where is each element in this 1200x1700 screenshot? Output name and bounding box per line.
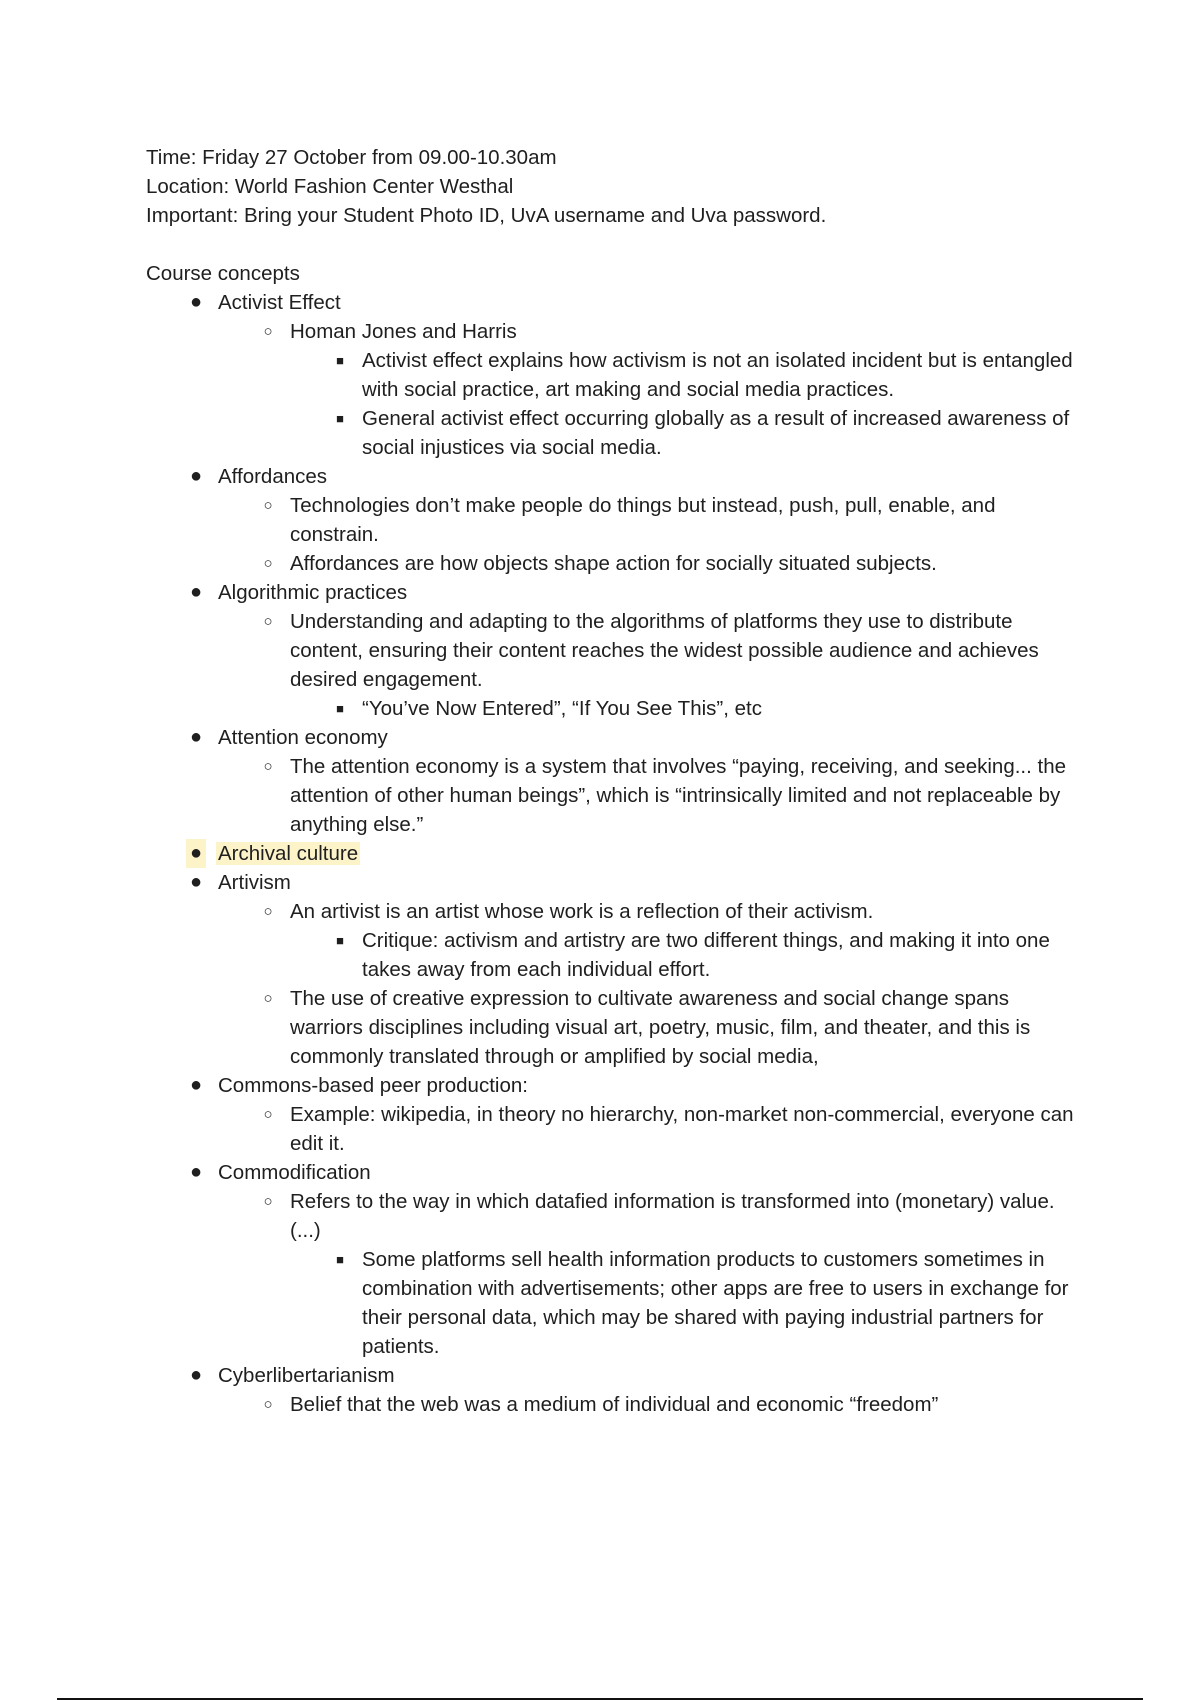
concept-detail-text: Technologies don’t make people do things but instead, push, pull, enable, and constrain. — [290, 494, 996, 546]
bullet-square-icon: ■ — [336, 1252, 344, 1267]
concept-item — [146, 288, 1086, 462]
concept-detail-text: The attention economy is a system that involves “paying, receiving, and seeking... the attention of other human beings”, which is “intrinsically limited and not replaceable by anything else.” — [290, 755, 1066, 836]
concept-detail-text: Example: wikipedia, in theory no hierarchy, non-market non-commercial, everyone can edit it. — [290, 1103, 1074, 1155]
concept-detail — [218, 1390, 1086, 1419]
bullet-circle-icon: ○ — [263, 1396, 273, 1413]
bullet-circle-icon: ○ — [263, 1193, 273, 1210]
concept-item — [146, 1071, 1086, 1158]
bullet-square-icon: ■ — [336, 933, 344, 948]
concept-sublist — [218, 1187, 1086, 1361]
concept-detail-sublist — [290, 694, 1086, 723]
bullet-disc-icon: ● — [189, 726, 203, 748]
bullet-disc-icon: ● — [189, 291, 203, 313]
concept-detail-text: Homan Jones and Harris — [290, 320, 517, 343]
concept-example-text: Critique: activism and artistry are two different things, and making it into one takes away from each individual effort. — [362, 929, 1050, 981]
concept-detail — [218, 752, 1086, 839]
blank-line — [146, 230, 1086, 259]
concept-item — [146, 462, 1086, 578]
bullet-circle-icon: ○ — [263, 1106, 273, 1123]
concept-detail — [218, 1187, 1086, 1361]
exam-time: Time: Friday 27 October from 09.00-10.30am — [146, 146, 557, 169]
concept-term: Algorithmic practices — [218, 581, 408, 604]
bullet-disc-icon: ● — [186, 839, 206, 868]
concept-example — [290, 1245, 1086, 1361]
concept-detail — [218, 607, 1086, 723]
concept-detail-text: Belief that the web was a medium of individual and economic “freedom” — [290, 1393, 939, 1416]
concept-detail-sublist — [290, 1245, 1086, 1361]
concept-example — [290, 404, 1086, 462]
concept-detail — [218, 1100, 1086, 1158]
concept-sublist — [218, 897, 1086, 1071]
concept-term: Archival culture — [218, 842, 359, 865]
bullet-circle-icon: ○ — [263, 497, 273, 514]
concept-term: Affordances — [218, 465, 328, 488]
concept-example — [290, 926, 1086, 984]
concept-term: Commodification — [218, 1161, 371, 1184]
concept-example-text: Some platforms sell health information products to customers sometimes in combination with advertisements; other apps are free to users in exchange for their personal data, which may be shared with paying industrial partners for patients. — [362, 1248, 1069, 1358]
concept-sublist — [218, 1390, 1086, 1419]
bullet-square-icon: ■ — [336, 353, 344, 368]
bullet-disc-icon: ● — [189, 871, 203, 893]
bullet-square-icon: ■ — [336, 701, 344, 716]
concept-item — [146, 839, 1086, 868]
bullet-square-icon: ■ — [336, 411, 344, 426]
concept-detail — [218, 491, 1086, 549]
concept-term: Attention economy — [218, 726, 388, 749]
concept-sublist — [218, 317, 1086, 462]
document-page — [146, 143, 1086, 1419]
concept-detail — [218, 897, 1086, 984]
bullet-disc-icon: ● — [189, 581, 203, 603]
concept-detail — [218, 549, 1086, 578]
concept-detail-sublist — [290, 346, 1086, 462]
concept-sublist — [218, 491, 1086, 578]
concept-term: Artivism — [218, 871, 291, 894]
concept-detail — [218, 317, 1086, 462]
concept-example-text: Activist effect explains how activism is not an isolated incident but is entangled with social practice, art making and social media practices. — [362, 349, 1073, 401]
concept-term: Activist Effect — [218, 291, 341, 314]
concept-example — [290, 694, 1086, 723]
concept-detail-text: Affordances are how objects shape action for socially situated subjects. — [290, 552, 937, 575]
concept-sublist — [218, 1100, 1086, 1158]
concept-sublist — [218, 752, 1086, 839]
exam-important-note: Important: Bring your Student Photo ID, UvA username and Uva password. — [146, 204, 827, 227]
concept-item — [146, 1361, 1086, 1419]
concept-list — [146, 288, 1086, 1419]
bullet-disc-icon: ● — [189, 465, 203, 487]
concept-item — [146, 578, 1086, 723]
section-title: Course concepts — [146, 262, 300, 285]
exam-location: Location: World Fashion Center Westhal — [146, 175, 514, 198]
bullet-disc-icon: ● — [189, 1074, 203, 1096]
bullet-disc-icon: ● — [189, 1161, 203, 1183]
bullet-circle-icon: ○ — [263, 758, 273, 775]
concept-detail — [218, 984, 1086, 1071]
concept-term: Cyberlibertarianism — [218, 1364, 395, 1387]
concept-item — [146, 723, 1086, 839]
concept-detail-text: Refers to the way in which datafied information is transformed into (monetary) value. (...) — [290, 1190, 1055, 1242]
concept-term: Commons-based peer production: — [218, 1074, 528, 1097]
bullet-disc-icon: ● — [189, 1364, 203, 1386]
concept-sublist — [218, 607, 1086, 723]
concept-item — [146, 1158, 1086, 1361]
concept-detail-sublist — [290, 926, 1086, 984]
bullet-circle-icon: ○ — [263, 323, 273, 340]
bullet-circle-icon: ○ — [263, 903, 273, 920]
concept-example-text: General activist effect occurring globally as a result of increased awareness of social injustices via social media. — [362, 407, 1070, 459]
concept-example — [290, 346, 1086, 404]
concept-detail-text: The use of creative expression to cultivate awareness and social change spans warriors disciplines including visual art, poetry, music, film, and theater, and this is commonly translated through or amplified by social media, — [290, 987, 1031, 1068]
concept-example-text: “You’ve Now Entered”, “If You See This”, etc — [362, 697, 762, 720]
bullet-circle-icon: ○ — [263, 555, 273, 572]
concept-detail-text: An artivist is an artist whose work is a reflection of their activism. — [290, 900, 874, 923]
bullet-circle-icon: ○ — [263, 990, 273, 1007]
concept-item — [146, 868, 1086, 1071]
concept-detail-text: Understanding and adapting to the algorithms of platforms they use to distribute content, ensuring their content reaches the widest possible audience and achieves desired engagement. — [290, 610, 1039, 691]
bullet-circle-icon: ○ — [263, 613, 273, 630]
